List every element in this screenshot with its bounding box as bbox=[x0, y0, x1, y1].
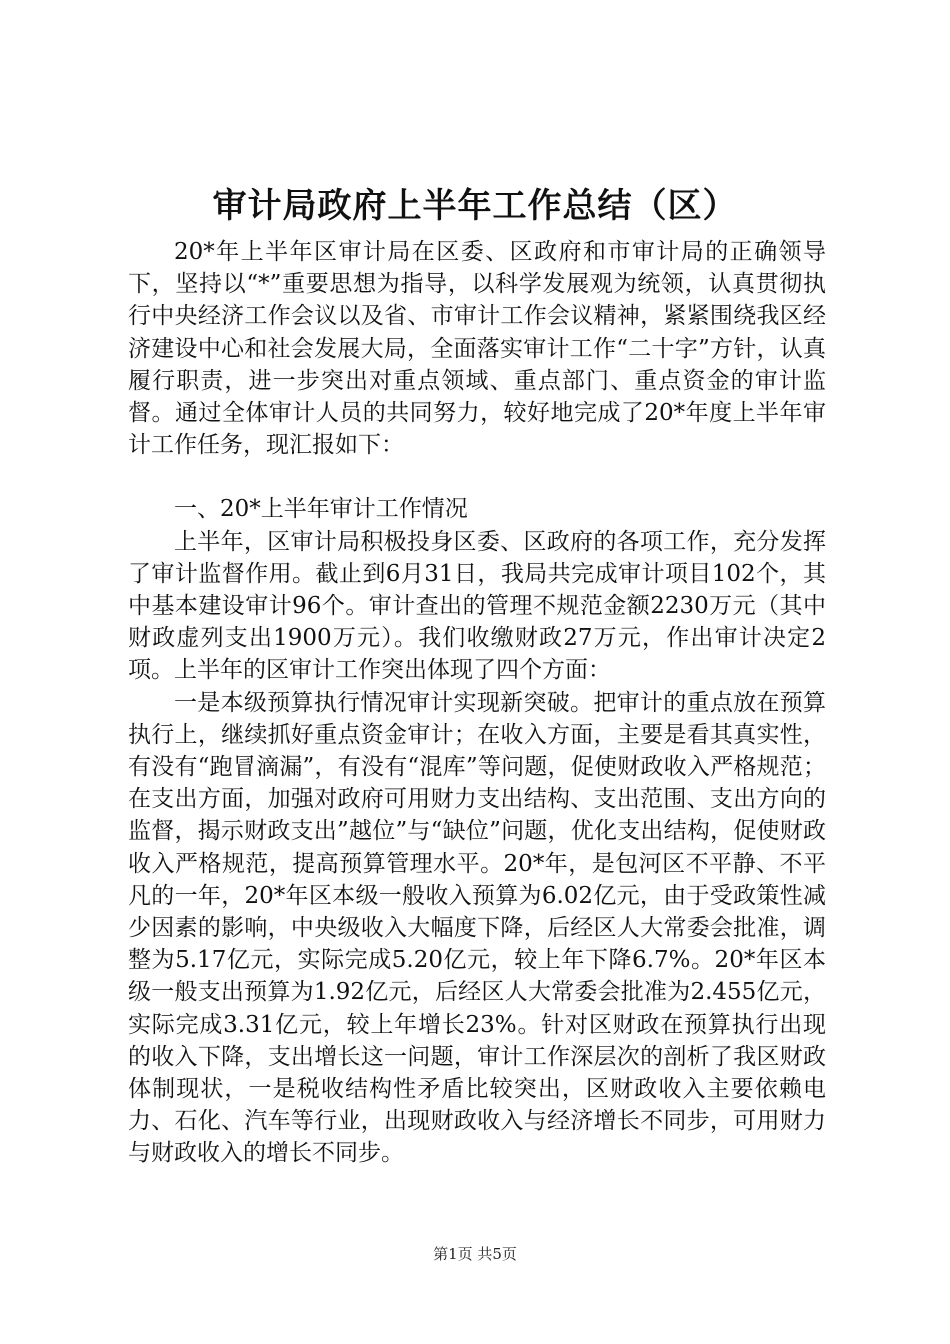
page-number: 第1页 共5页 bbox=[433, 1245, 517, 1263]
paragraph-intro: 20*年上半年区审计局在区委、区政府和市审计局的正确领导下，坚持以“*”重要思想为指导，以科学发展观为统领，认真贯彻执行中央经济工作会议以及省、市审计工作会议精神，紧紧围绕我区经济建设中心和社会发展大局，全面落实审计工作“二十字”方针，认真履行职责，进一步突出对重点领域、重点部门、重点资金的审计监督。通过全体审计人员的共同努力，较好地完成了20*年度上半年审计工作任务，现汇报如下： bbox=[128, 239, 826, 459]
paragraph-budget-audit: 一是本级预算执行情况审计实现新突破。把审计的重点放在预算执行上，继续抓好重点资金审计；在收入方面，主要是看其真实性，有没有“跑冒滴漏”，有没有“混库”等问题，促使财政收入严格规范；在支出方面，加强对政府可用财力支出结构、支出范围、支出方向的监督，揭示财政支出”越位”与“缺位”问题，优化支出结构，促使财政收入严格规范，提高预算管理水平。20*年，是包河区不平静、不平凡的一年，20*年区本级一般收入预算为6.02亿元，由于受政策性减少因素的影响，中央级收入大幅度下降，后经区人大常委会批准，调整为5.17亿元，实际完成5.20亿元，较上年下降6.7%。20*年区本级一般支出预算为1.92亿元，后经区人大常委会批准为2.455亿元，实际完成3.31亿元，较上年增长23%。针对区财政在预算执行出现的收入下降，支出增长这一问题，审计工作深层次的剖析了我区财政体制现状，一是税收结构性矛盾比较突出，区财政收入主要依赖电力、石化、汽车等行业，出现财政收入与经济增长不同步，可用财力与财政收入的增长不同步。 bbox=[128, 689, 826, 1167]
document-body bbox=[128, 236, 826, 1170]
paragraph-overview: 上半年，区审计局积极投身区委、区政府的各项工作，充分发挥了审计监督作用。截止到6月31日，我局共完成审计项目102个，其中基本建设审计96个。审计查出的管理不规范金额2230万元（其中财政虚列支出1900万元）。我们收缴财政27万元，作出审计决定2项。上半年的区审计工作突出体现了四个方面： bbox=[128, 528, 826, 684]
section-heading: 一、20*上半年审计工作情况 bbox=[174, 496, 468, 523]
document-title: 审计局政府上半年工作总结（区） bbox=[212, 186, 738, 226]
